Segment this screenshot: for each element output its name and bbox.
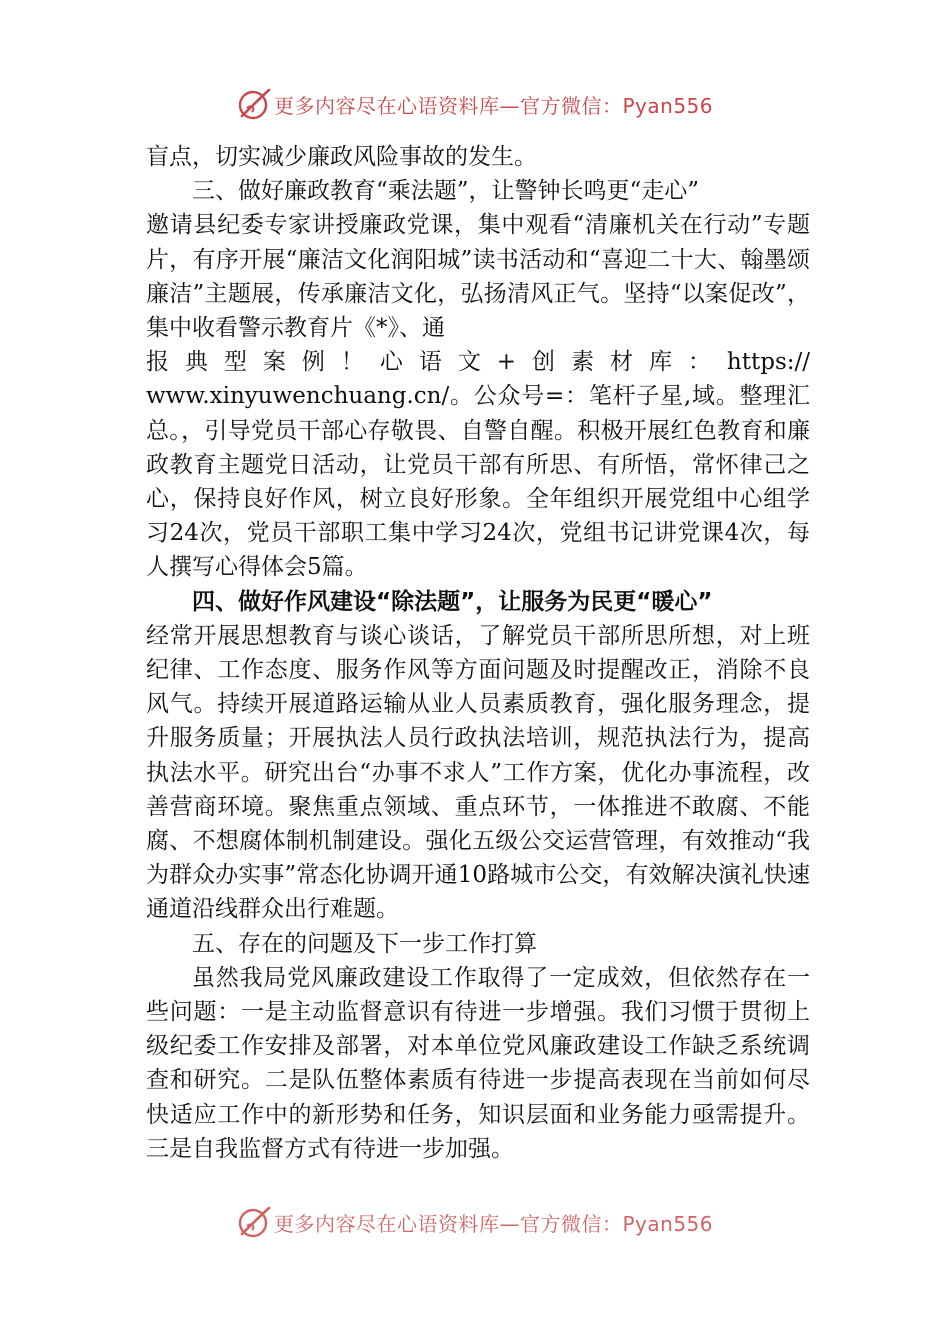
- paragraph: www.xinyuwenchuang.cn/。公众号=：笔杆子星,域。整理汇总。，引导党员干部心存敬畏、自警自醒。积极开展红色教育和廉政教育主题党日活动，让党员干部有所思、有所悟，常怀律己之心，保持良好作风，树立良好形象。全年组织开展党组中心组学习24次，党员干部职工集中学习24次，党组书记讲党课4次，每人撰写心得体会5篇。: [146, 383, 810, 581]
- brush-logo-icon: [236, 86, 272, 122]
- section-heading-5: 五、存在的问题及下一步工作打算: [192, 930, 537, 957]
- watermark-header: [0, 80, 950, 124]
- section-heading-3: 三、做好廉政教育“乘法题”，让警钟长鸣更“走心”: [192, 178, 700, 205]
- watermark-text: 更多内容尽在心语资料库—官方微信：Pyan556: [274, 93, 714, 118]
- paragraph-line: 报典型案例！心语文+创素材库：https://: [146, 349, 810, 376]
- paragraph: 虽然我局党风廉政建设工作取得了一定成效，但依然存在一些问题：一是主动监督意识有待进一步增强。我们习惯于贯彻上级纪委工作安排及部署，对本单位党风廉政建设工作缺乏系统调查和研究。二是队伍整体素质有待进一步提高表现在当前如何尽快适应工作中的新形势和任务，知识层面和业务能力亟需提升。三是自我监督方式有待进一步加强。: [146, 964, 810, 1162]
- document-body: [146, 140, 810, 1166]
- paragraph: 邀请县纪委专家讲授廉政党课，集中观看“清廉机关在行动”专题片，有序开展“廉洁文化润阳城”读书活动和“喜迎二十大、翰墨颂廉洁”主题展，传承廉洁文化，弘扬清风正气。坚持“以案促改”，集中收看警示教育片《*》、通: [146, 212, 810, 342]
- paragraph: 经常开展思想教育与谈心谈话，了解党员干部所思所想，对上班纪律、工作态度、服务作风等方面问题及时提醒改正，消除不良风气。持续开展道路运输从业人员素质教育，强化服务理念，提升服务质量；开展执法人员行政执法培训，规范执法行为，提高执法水平。研究出台“办事不求人”工作方案，优化办事流程，改善营商环境。聚焦重点领域、重点环节，一体推进不敢腐、不能腐、不想腐体制机制建设。强化五级公交运营管理，有效推动“我为群众办实事”常态化协调开通10路城市公交，有效解决演礼快速通道沿线群众出行难题。: [146, 622, 810, 923]
- brush-logo-icon: [236, 1204, 272, 1238]
- watermark-text: 更多内容尽在心语资料库—官方微信：Pyan556: [274, 1211, 714, 1236]
- paragraph: 盲点，切实减少廉政风险事故的发生。: [146, 144, 537, 170]
- watermark-footer: [0, 1198, 950, 1238]
- section-heading-4: 四、做好作风建设“除法题”，让服务为民更“暖心”: [192, 588, 713, 615]
